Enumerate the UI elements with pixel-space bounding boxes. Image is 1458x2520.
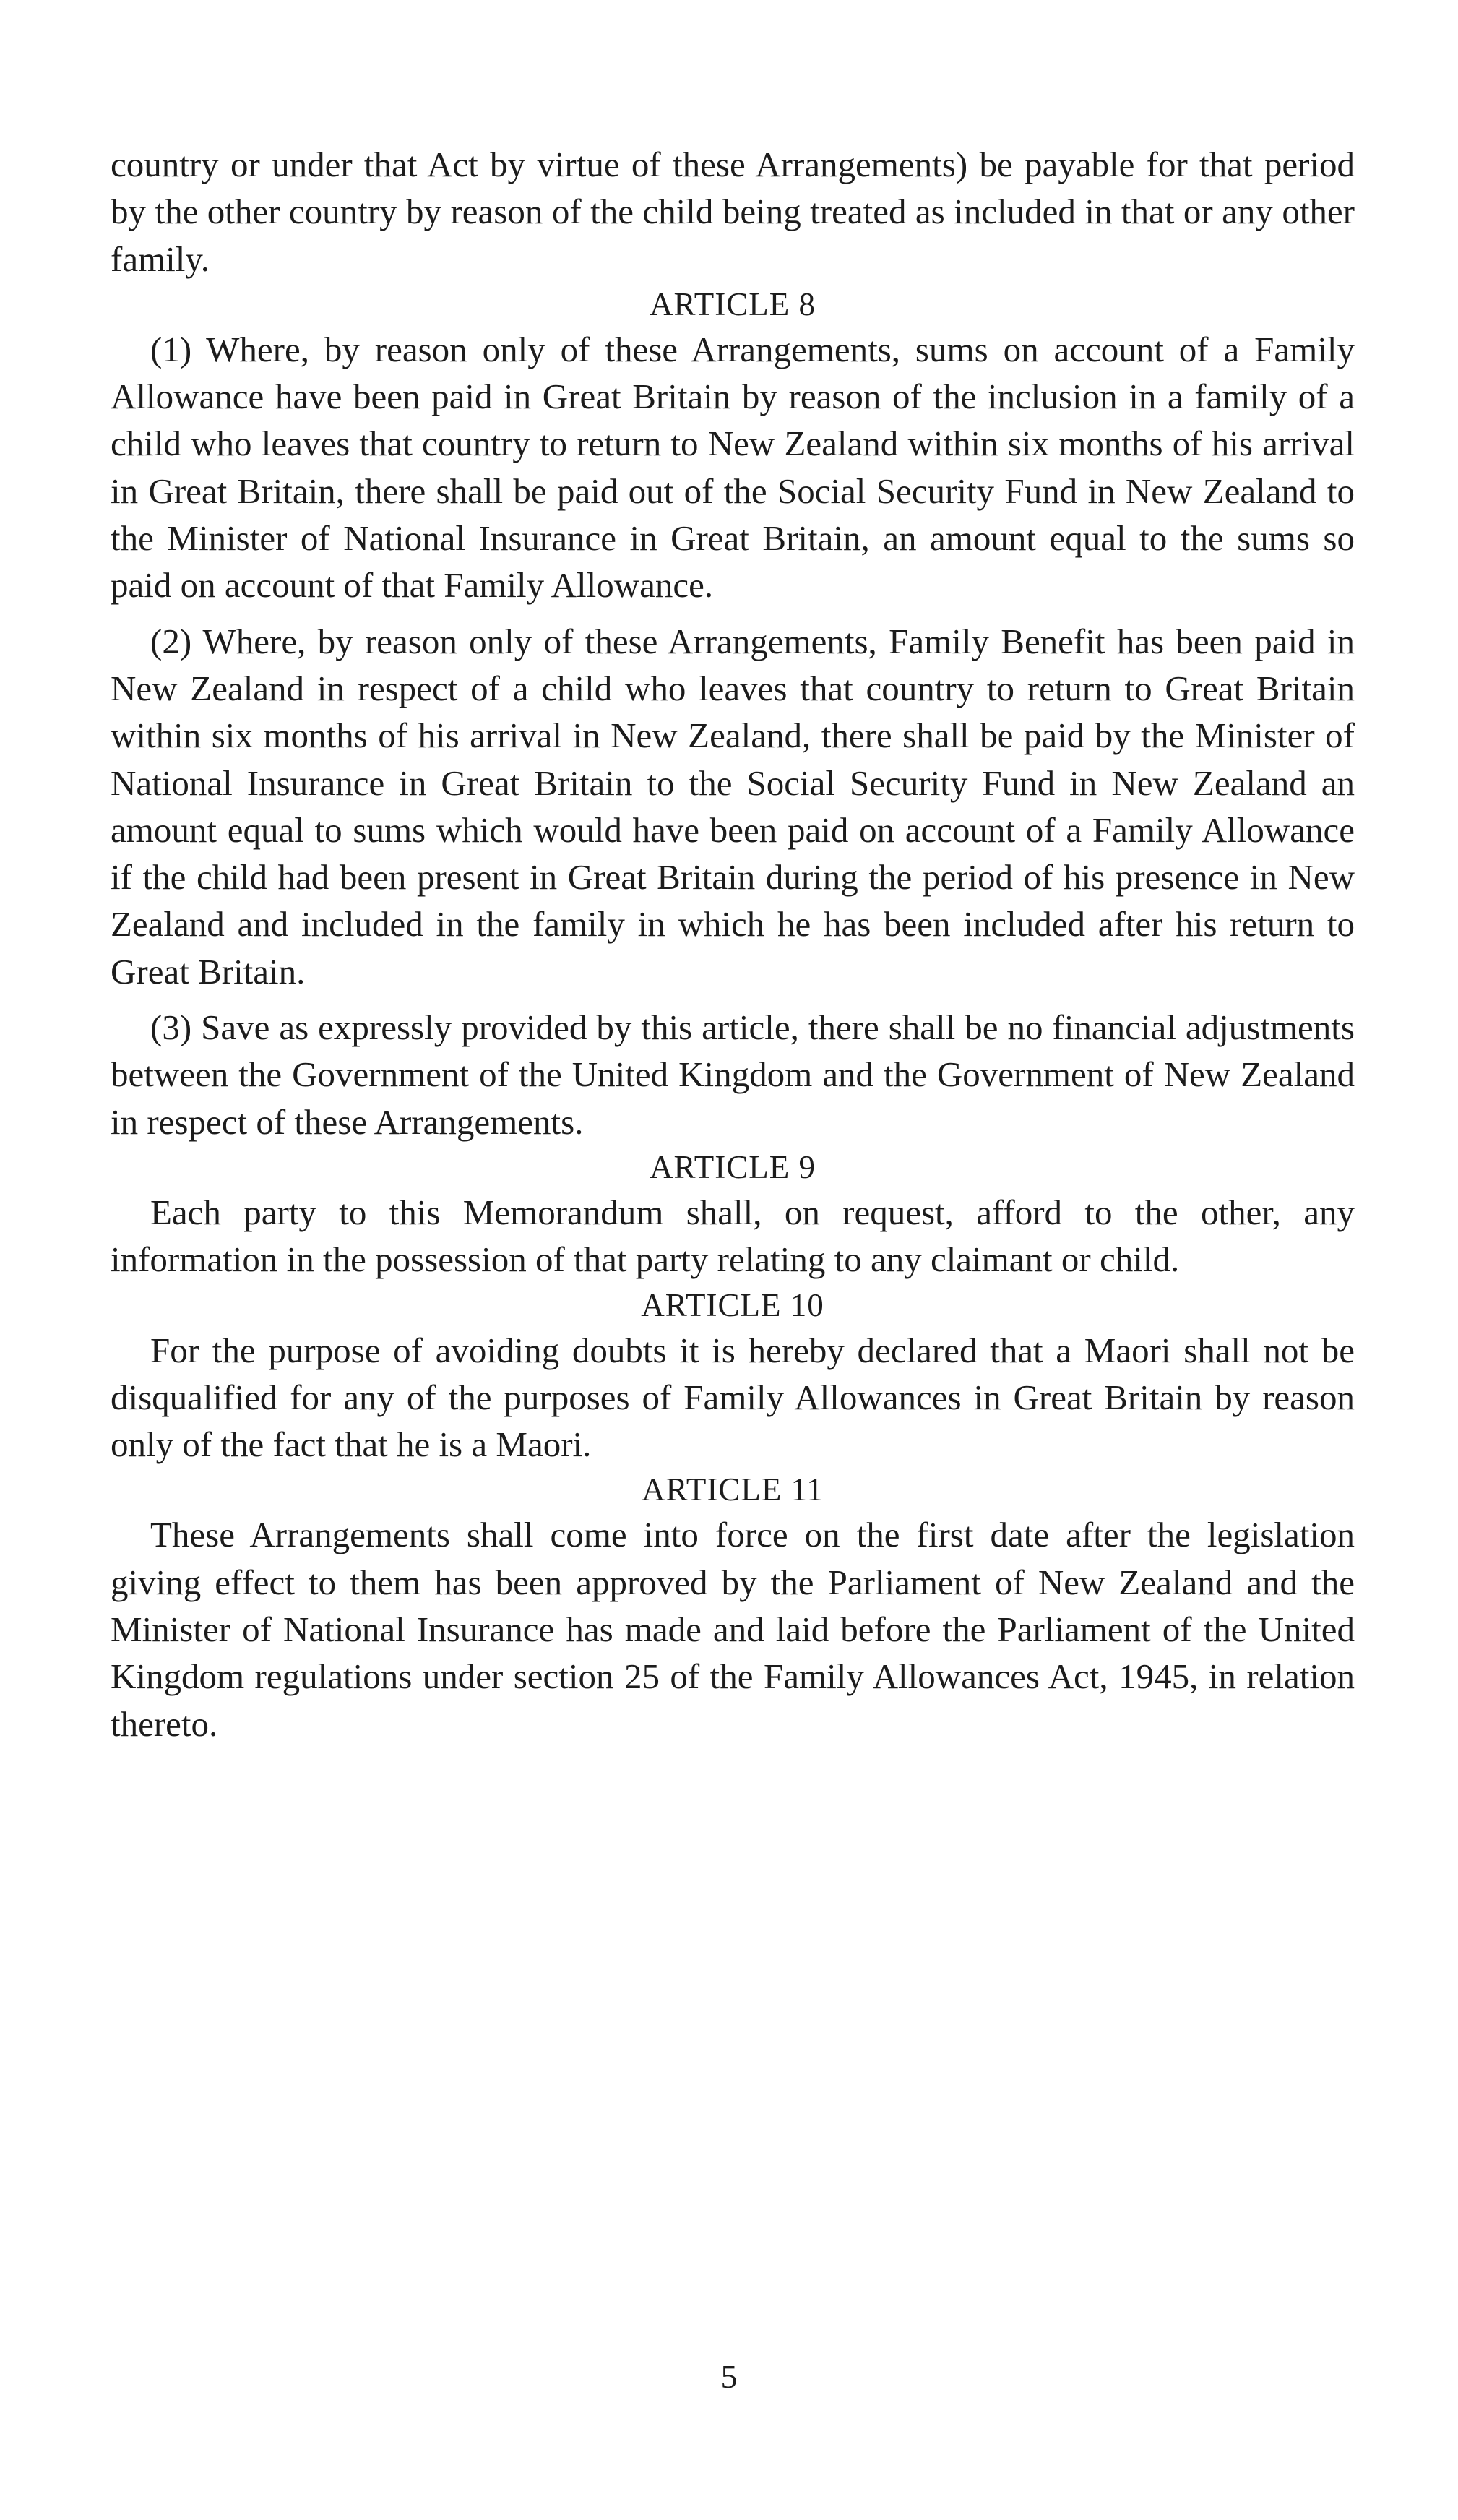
article-10: [111, 1283, 1355, 1468]
document-page: [111, 141, 1355, 1747]
opening-paragraph: country or under that Act by virtue of these Arrangements) be payable for that period by the other country by reason of the child being treated as included in that or any other family.: [111, 145, 1355, 279]
article-8: [111, 283, 1355, 1145]
article-8-paragraph-2: (2) Where, by reason only of these Arrangements, Family Benefit has been paid in New Zealand in respect of a child who leaves that country to return to Great Britain within six months of his arrival in New Zealand, there shall be paid by the Minister of National Insurance in Great Britain to the Social Security Fund in New Zealand an amount equal to sums which would have been paid on account of a Family Allowance if the child had been present in Great Britain during the period of his presence in New Zealand and included in the family in which he has been included after his return to Great Britain.: [111, 621, 1355, 992]
article-9-paragraph-1: Each party to this Memorandum shall, on request, afford to the other, any information in the possession of that party relating to any claimant or child.: [111, 1192, 1355, 1280]
article-10-heading: ARTICLE 10: [641, 1286, 824, 1323]
article-8-paragraph-1: (1) Where, by reason only of these Arrangements, sums on account of a Family Allowance have been paid in Great Britain by reason of the inclusion in a family of a child who leaves that country to return to New Zealand within six months of his arrival in Great Britain, there shall be paid out of the Social Security Fund in New Zealand to the Minister of National Insurance in Great Britain, an amount equal to the sums so paid on account of that Family Allowance.: [111, 329, 1355, 606]
article-10-paragraph-1: For the purpose of avoiding doubts it is hereby declared that a Maori shall not be disqualified for any of the purposes of Family Allowances in Great Britain by reason only of the fact that he is a Maori.: [111, 1330, 1355, 1465]
article-9: [111, 1145, 1355, 1283]
article-9-heading: ARTICLE 9: [649, 1148, 816, 1185]
article-8-heading: ARTICLE 8: [649, 285, 816, 322]
article-11-paragraph-1: These Arrangements shall come into force on the first date after the legislation giving effect to them has been approved by the Parliament of New Zealand and the Minister of National Insurance has made and laid before the Parliament of the United Kingdom regulations under section 25 of the Family Allowances Act, 1945, in relation thereto.: [111, 1515, 1355, 1744]
article-8-paragraph-3: (3) Save as expressly provided by this article, there shall be no financial adjustments between the Government of the United Kingdom and the Government of New Zealand in respect of these Arrangements.: [111, 1007, 1355, 1142]
article-11-heading: ARTICLE 11: [642, 1471, 824, 1508]
page-number: 5: [720, 2358, 738, 2395]
article-11: [111, 1468, 1355, 1747]
